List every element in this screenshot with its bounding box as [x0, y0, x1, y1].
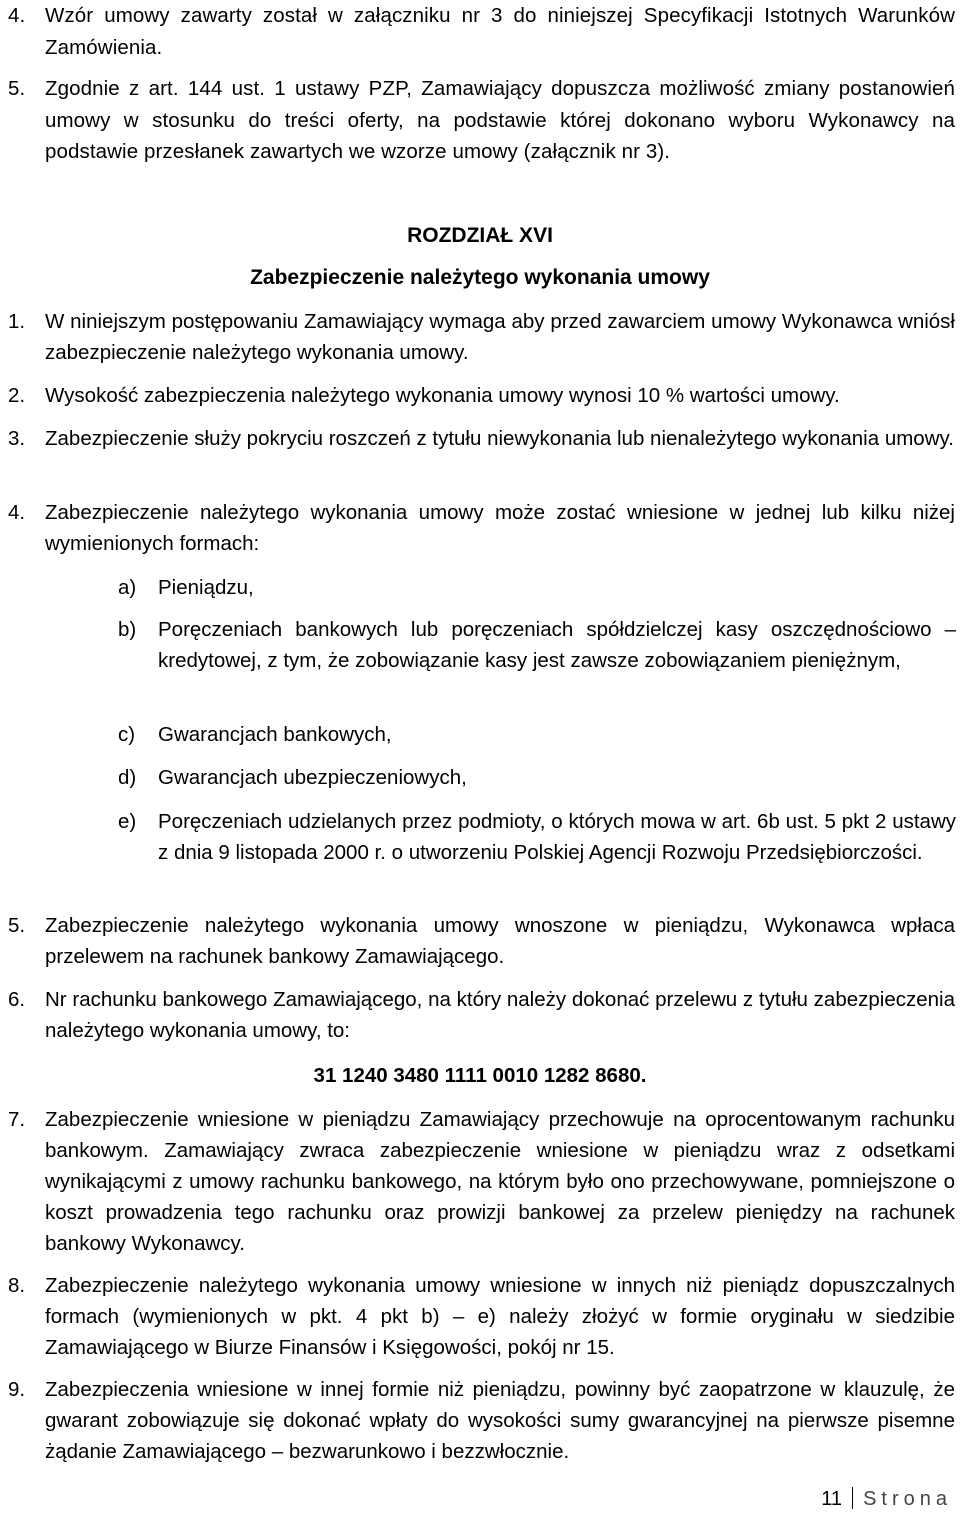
- list-item: [8, 1270, 955, 1363]
- form-item-label: c): [118, 723, 136, 746]
- list-item-text: Zabezpieczenie służy pokryciu roszczeń z tytułu niewykonania lub nienależytego wykonania umowy.: [45, 427, 954, 450]
- list-item-text: Zabezpieczenie należytego wykonania umowy może zostać wniesione w jednej lub kilku niżej wymienionych formach:: [45, 501, 955, 555]
- intro-item-text: Wzór umowy zawarty został w załączniku nr 3 do niniejszej Specyfikacji Istotnych Warunków Zamówienia.: [45, 4, 955, 59]
- form-item-text: Pieniądzu,: [158, 576, 254, 599]
- list-item-number: 8.: [8, 1274, 26, 1297]
- page-number: 11: [821, 1488, 843, 1510]
- list-item-number: 4.: [8, 501, 26, 524]
- list-item-text: Zabezpieczenie wniesione w pieniądzu Zamawiający przechowuje na oprocentowanym rachunku bankowym. Zamawiający zwraca zabezpieczenie wniesione w pieniądzu wraz z odsetkami wynikającymi z umowy rachunku bankowego, na którym było ono przechowywane, pomniejszone o koszt prowadzenia tego rachunku oraz prowizji bankowej za przelew pieniędzy na rachunek bankowy Wykonawcy.: [45, 1108, 955, 1255]
- form-item: [118, 614, 956, 676]
- list-item: [8, 1104, 955, 1259]
- list-item: [8, 423, 955, 454]
- list-item-text: Zabezpieczenie należytego wykonania umowy wniesione w innych niż pieniądz dopuszczalnych formach (wymienionych w pkt. 4 pkt b) – e) należy złożyć w formie oryginału w siedzibie Zamawiającego w Biurze Finansów i Księgowości, pokój nr 15.: [45, 1274, 955, 1359]
- list-item: [8, 497, 955, 559]
- list-item-number: 1.: [8, 310, 26, 333]
- list-item-text: Zabezpieczenie należytego wykonania umowy wnoszone w pieniądzu, Wykonawca wpłaca przelewem na rachunek bankowy Zamawiającego.: [45, 914, 955, 968]
- list-item-text: Zabezpieczenia wniesione w innej formie niż pieniądzu, powinny być zaopatrzone w klauzulę, że gwarant zobowiązuje się dokonać wpłaty do wysokości sumy gwarancyjnej na pierwsze pisemne żądanie Zamawiającego – bezwarunkowo i bezzwłocznie.: [45, 1378, 955, 1463]
- list-item: [8, 380, 955, 411]
- list-item-text: Nr rachunku bankowego Zamawiającego, na który należy dokonać przelewu z tytułu zabezpieczenia należytego wykonania umowy, to:: [45, 988, 955, 1042]
- footer-divider: [852, 1487, 853, 1509]
- form-item-label: a): [118, 576, 137, 599]
- list-item-number: 3.: [8, 427, 26, 450]
- list-item: [8, 910, 955, 972]
- page-label: Strona: [863, 1488, 952, 1510]
- chapter-title: ROZDZIAŁ XVI: [407, 224, 553, 247]
- intro-item-text: Zgodnie z art. 144 ust. 1 ustawy PZP, Zamawiający dopuszcza możliwość zmiany postanowień umowy w stosunku do treści oferty, na podstawie której dokonano wyboru Wykonawcy na podstawie przesłanek zawartych we wzorze umowy (załącznik nr 3).: [45, 77, 955, 163]
- intro-item-4: [8, 0, 955, 64]
- chapter-subtitle: Zabezpieczenie należytego wykonania umowy: [250, 266, 710, 289]
- form-item-label: e): [118, 810, 137, 833]
- intro-item-number: 4.: [8, 4, 26, 27]
- form-item: [118, 762, 956, 793]
- list-item-text: W niniejszym postępowaniu Zamawiający wymaga aby przed zawarciem umowy Wykonawca wniósł zabezpieczenie należytego wykonania umowy.: [45, 310, 955, 364]
- list-item: [8, 984, 955, 1046]
- intro-item-number: 5.: [8, 77, 26, 100]
- form-item-text: Poręczeniach bankowych lub poręczeniach spółdzielczej kasy oszczędnościowo – kredytowej, z tym, że zobowiązanie kasy jest zawsze zobowiązaniem pieniężnym,: [158, 618, 956, 672]
- account-number: 31 1240 3480 1111 0010 1282 8680.: [313, 1064, 647, 1087]
- list-item: [8, 306, 955, 368]
- list-item-number: 9.: [8, 1378, 26, 1401]
- form-item-text: Gwarancjach ubezpieczeniowych,: [158, 766, 467, 789]
- form-item-label: d): [118, 766, 137, 789]
- form-item-label: b): [118, 618, 137, 641]
- form-item: [118, 719, 956, 750]
- form-item: [118, 572, 956, 603]
- list-item-number: 5.: [8, 914, 26, 937]
- intro-item-5: [8, 73, 955, 168]
- list-item-number: 6.: [8, 988, 26, 1011]
- form-item: [118, 806, 956, 868]
- list-item: [8, 1374, 955, 1467]
- list-item-number: 2.: [8, 384, 26, 407]
- list-item-text: Wysokość zabezpieczenia należytego wykonania umowy wynosi 10 % wartości umowy.: [45, 384, 840, 407]
- list-item-number: 7.: [8, 1108, 26, 1131]
- page-footer: [821, 1485, 952, 1513]
- form-item-text: Poręczeniach udzielanych przez podmioty, o których mowa w art. 6b ust. 5 pkt 2 ustawy z dnia 9 listopada 2000 r. o utworzeniu Polskiej Agencji Rozwoju Przedsiębiorczości.: [158, 810, 956, 864]
- form-item-text: Gwarancjach bankowych,: [158, 723, 392, 746]
